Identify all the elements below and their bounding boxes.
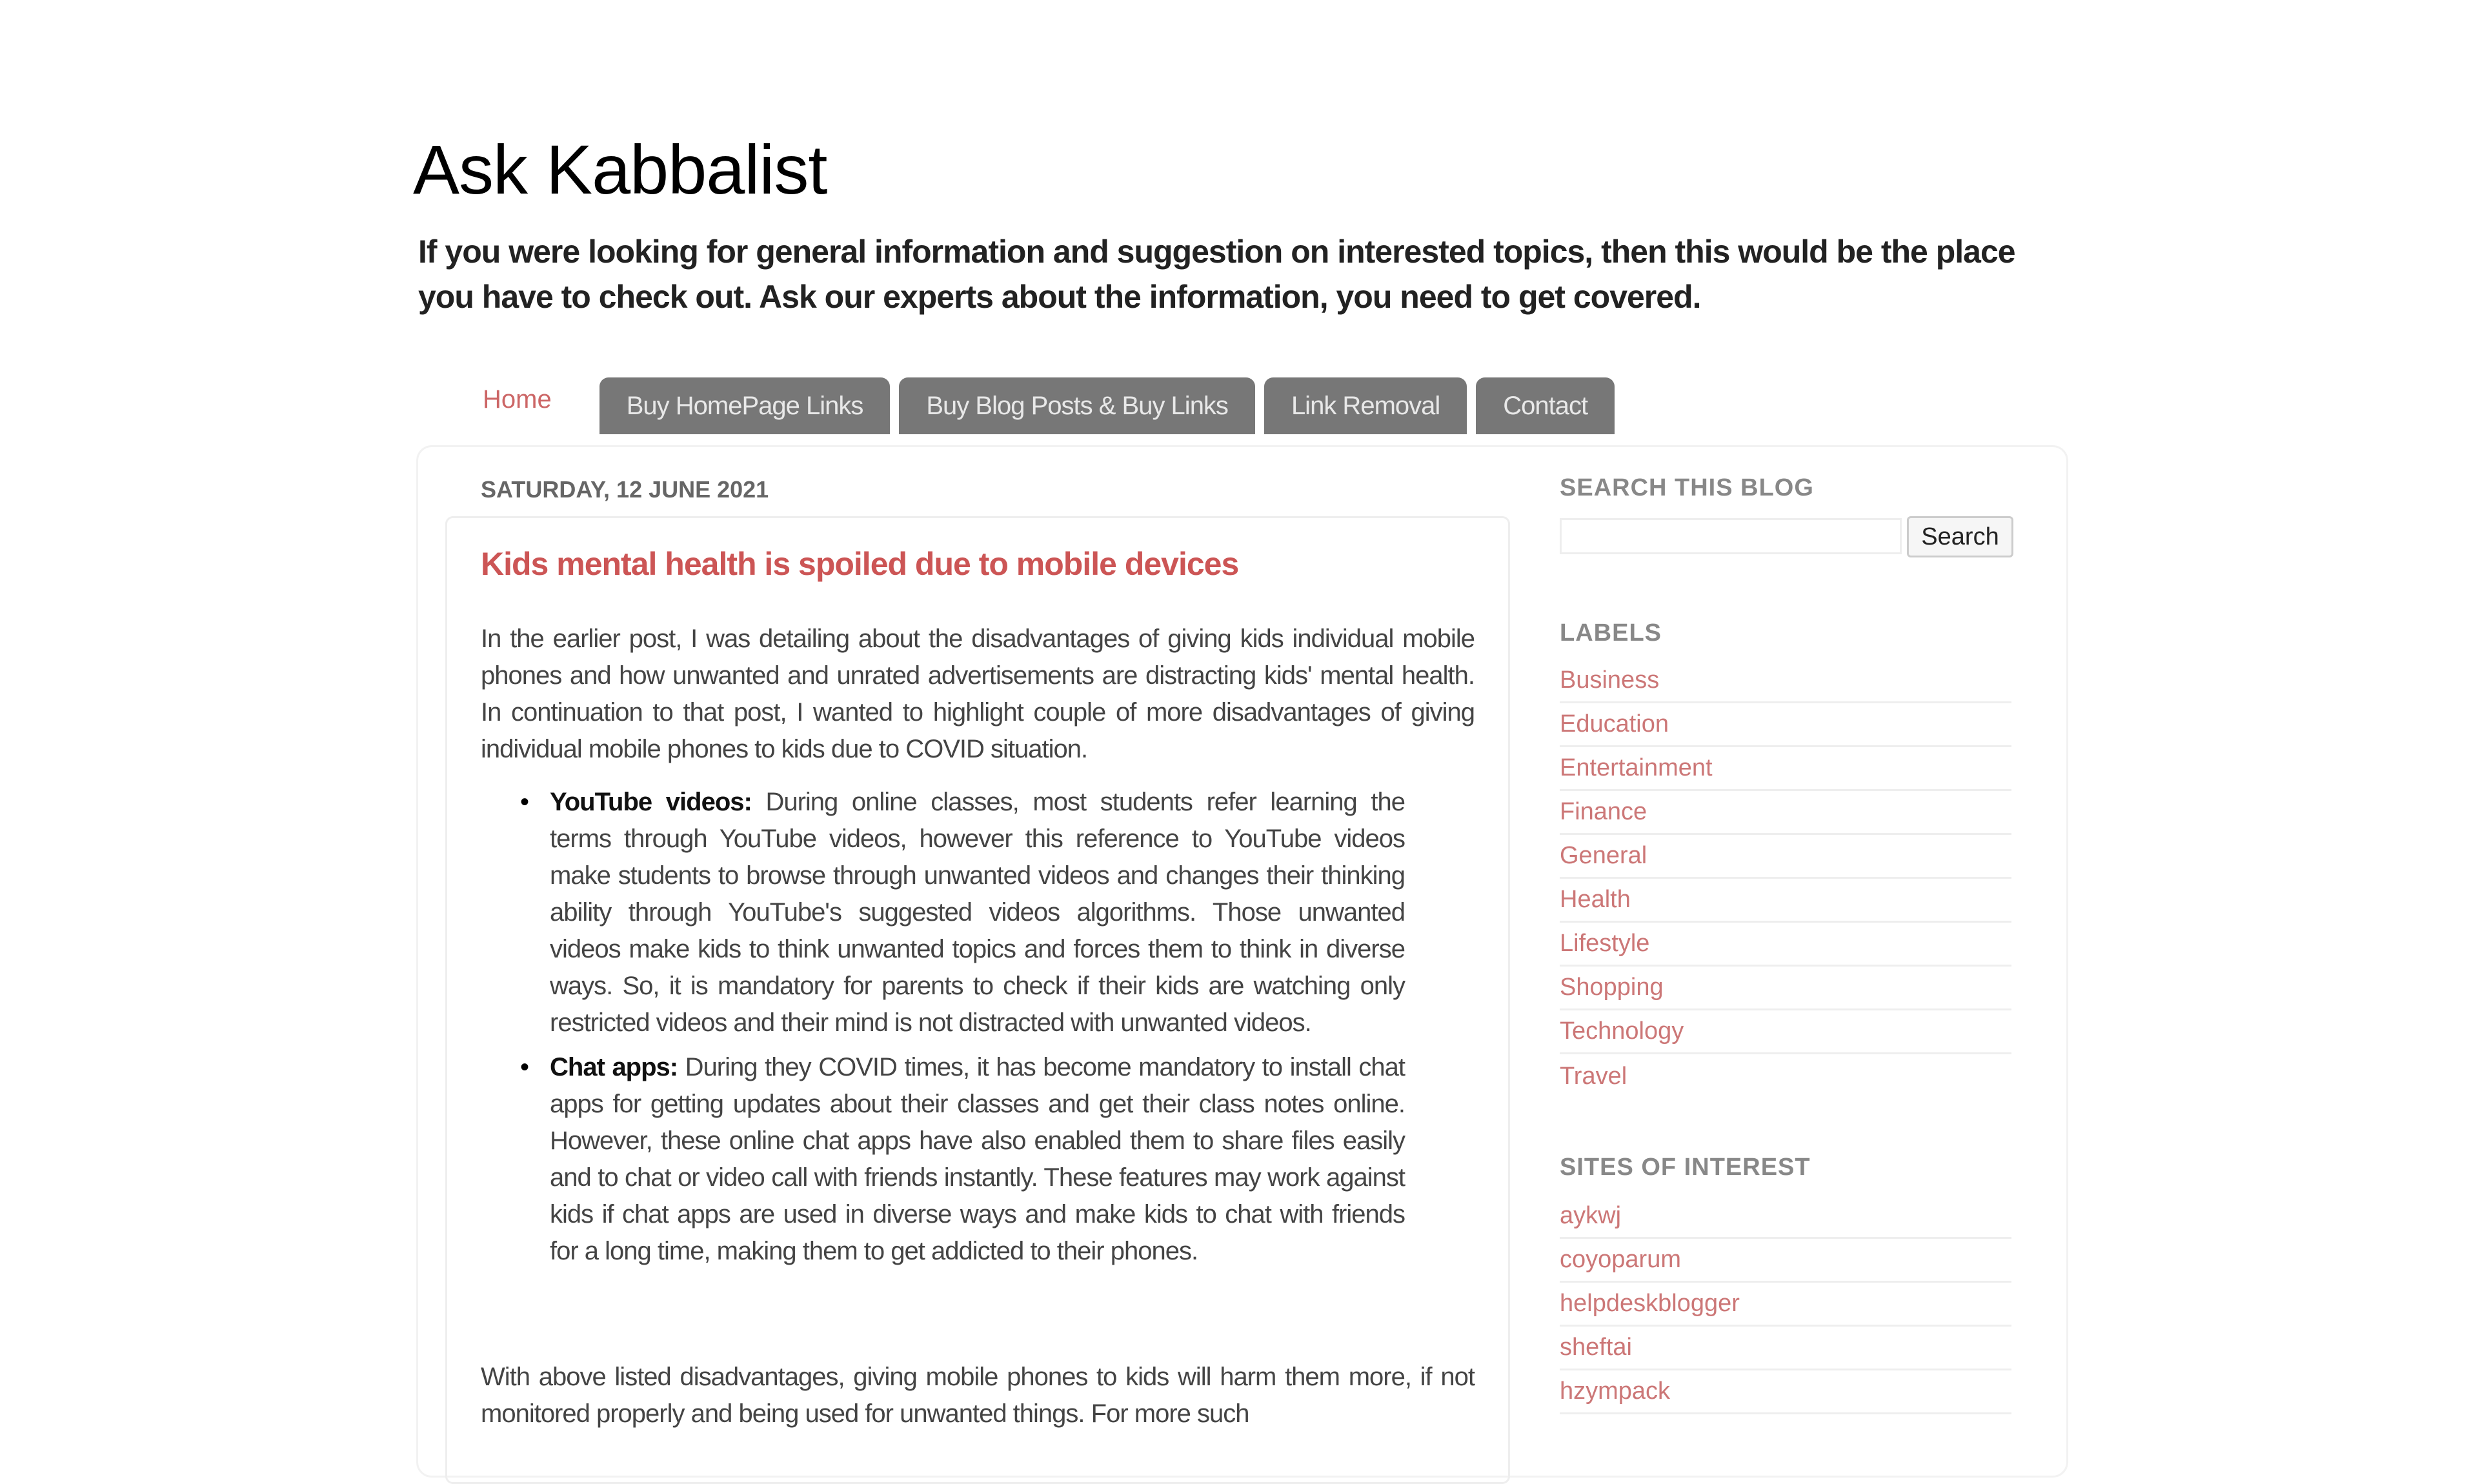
- post-bullet-list: [550, 784, 1405, 1278]
- list-item: [550, 1049, 1405, 1270]
- bullet-label: YouTube videos:: [550, 788, 752, 816]
- label-link[interactable]: Health: [1560, 879, 2011, 923]
- post-outro: With above listed disadvantages, giving mobile phones to kids will harm them more, if not monitored properly and being used for unwanted things. For more such: [481, 1363, 1475, 1428]
- tab-home[interactable]: Home: [483, 385, 552, 414]
- post-date: SATURDAY, 12 JUNE 2021: [481, 476, 769, 503]
- post-title[interactable]: Kids mental health is spoiled due to mobile devices: [481, 546, 1239, 582]
- labels-list: [1560, 659, 2011, 1098]
- list-item: [550, 784, 1405, 1041]
- bullet-text: During they COVID times, it has become mandatory to install chat apps for getting updates about their classes and get their class notes online. However, these online chat apps have also enabled them to share files easily and to chat or video call with friends instantly. These features may work against kids if chat apps are used in diverse ways and make kids to chat with friends for a long time, making them to get addicted to their phones.: [550, 1053, 1405, 1265]
- sites-heading: SITES OF INTEREST: [1560, 1154, 1811, 1181]
- tab-buy-blog-posts[interactable]: Buy Blog Posts & Buy Links: [899, 377, 1255, 434]
- label-link[interactable]: General: [1560, 835, 2011, 879]
- bullet-text: During online classes, most students refer learning the terms through YouTube videos, however this reference to YouTube videos make students to browse through unwanted videos and changes their thinking ability through YouTube's suggested videos algorithms. Those unwanted videos make kids to think unwanted topics and forces them to think in diverse ways. So, it is mandatory for parents to check if their kids are watching only restricted videos and their mind is not distracted with unwanted videos.: [550, 788, 1405, 1037]
- search-button[interactable]: Search: [1907, 516, 2013, 557]
- labels-heading: LABELS: [1560, 619, 1662, 647]
- sites-list: [1560, 1195, 2011, 1414]
- blog-title[interactable]: Ask Kabbalist: [413, 130, 827, 208]
- blog-description: If you were looking for general information and suggestion on interested topics, then this would be the place you have to check out. Ask our experts about the information, you need to get covered.: [418, 234, 2015, 315]
- label-link[interactable]: Travel: [1560, 1062, 1627, 1090]
- tab-buy-homepage-links[interactable]: Buy HomePage Links: [599, 377, 891, 434]
- search-input[interactable]: [1560, 518, 1902, 554]
- tab-contact[interactable]: Contact: [1476, 377, 1615, 434]
- search-heading: SEARCH THIS BLOG: [1560, 474, 1814, 501]
- site-link[interactable]: aykwj: [1560, 1195, 2011, 1239]
- tab-link-removal[interactable]: Link Removal: [1264, 377, 1467, 434]
- site-link[interactable]: hzympack: [1560, 1370, 2011, 1414]
- label-link[interactable]: Shopping: [1560, 967, 2011, 1010]
- label-link[interactable]: Lifestyle: [1560, 923, 2011, 967]
- site-link[interactable]: coyoparum: [1560, 1239, 2011, 1283]
- label-link[interactable]: Finance: [1560, 791, 2011, 835]
- site-link[interactable]: helpdeskblogger: [1560, 1283, 2011, 1327]
- label-link[interactable]: Technology: [1560, 1010, 2011, 1054]
- site-link[interactable]: sheftai: [1560, 1327, 2011, 1370]
- label-link[interactable]: Business: [1560, 659, 2011, 703]
- bullet-label: Chat apps:: [550, 1053, 678, 1081]
- page-tabs: [452, 377, 1615, 434]
- label-link[interactable]: Education: [1560, 703, 2011, 747]
- post-intro: In the earlier post, I was detailing about the disadvantages of giving kids individual mobile phones and how unwanted and unrated advertisements are distracting kids' mental health. In continuation to that post, I wanted to highlight couple of more disadvantages of giving individual mobile phones to kids due to COVID situation.: [481, 625, 1475, 763]
- label-link[interactable]: Entertainment: [1560, 747, 2011, 791]
